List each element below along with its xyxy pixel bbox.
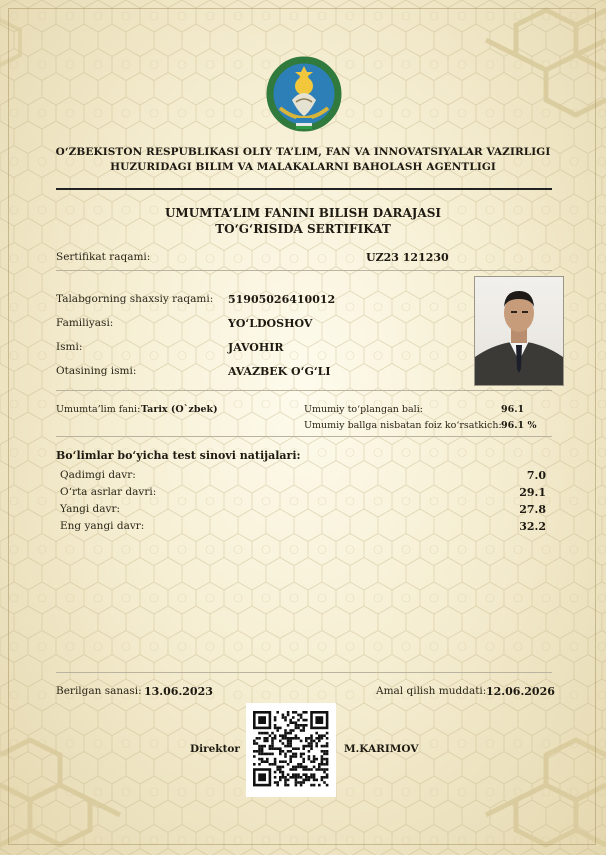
section-row-value: 27.8 xyxy=(519,503,546,516)
valid-until-label: Amal qilish muddati: xyxy=(376,685,487,697)
total-score-label: Umumiy to‘plangan bali: xyxy=(304,404,423,415)
valid-until-value: 12.06.2026 xyxy=(486,685,555,698)
divider xyxy=(56,436,552,437)
divider xyxy=(56,390,552,391)
pin-label: Talabgorning shaxsiy raqami: xyxy=(56,293,214,305)
name-value: JAVOHIR xyxy=(228,341,284,354)
section-row-value: 32.2 xyxy=(519,520,546,533)
section-row-label: Yangi davr: xyxy=(60,503,121,515)
subject-value: Tarix (O`zbek) xyxy=(141,404,218,415)
surname-label: Familiyasi: xyxy=(56,317,114,329)
patronymic-label: Otasining ismi: xyxy=(56,365,137,377)
percent-value: 96.1 % xyxy=(501,420,537,431)
agency-name-line1: O‘ZBEKISTON RESPUBLIKASI OLIY TA’LIM, FAN VA INNOVATSIYALAR VAZIRLIGI xyxy=(55,146,551,158)
divider xyxy=(56,270,552,271)
subject-label: Umumta’lim fani: xyxy=(56,404,141,415)
agency-name-line2: HUZURIDAGI BILIM VA MALAKALARNI BAHOLASH AGENTLIGI xyxy=(110,161,496,173)
section-row-label: O‘rta asrlar davri: xyxy=(60,486,157,498)
footer-divider xyxy=(56,672,552,673)
patronymic-value: AVAZBEK O‘G‘LI xyxy=(228,365,331,378)
total-score-value: 96.1 xyxy=(501,404,525,415)
pin-value: 51905026410012 xyxy=(228,293,336,306)
director-label: Direktor xyxy=(190,743,240,755)
section-row-value: 29.1 xyxy=(519,486,546,499)
issued-date-label: Berilgan sanasi: xyxy=(56,685,142,697)
certificate-number-label: Sertifikat raqami: xyxy=(56,251,151,263)
surname-value: YO‘LDOSHOV xyxy=(228,317,313,330)
sections-heading: Bo‘limlar bo‘yicha test sinovi natijalari: xyxy=(56,449,301,462)
percent-label: Umumiy ballga nisbatan foiz ko‘rsatkich: xyxy=(304,420,502,431)
certificate-title-line2: TO‘G‘RISIDA SERTIFIKAT xyxy=(215,222,391,236)
section-row-label: Qadimgi davr: xyxy=(60,469,136,481)
header-divider xyxy=(56,188,552,190)
certificate-number-value: UZ23 121230 xyxy=(366,251,449,264)
section-row-value: 7.0 xyxy=(526,469,546,482)
section-row-label: Eng yangi davr: xyxy=(60,520,145,532)
certificate-title-line1: UMUMTA’LIM FANINI BILISH DARAJASI xyxy=(164,206,442,220)
director-name: M.KARIMOV xyxy=(344,743,419,755)
name-label: Ismi: xyxy=(56,341,83,353)
issued-date-value: 13.06.2023 xyxy=(144,685,213,698)
state-emblem-icon xyxy=(266,56,342,132)
qr-code[interactable] xyxy=(246,703,336,797)
holder-photo xyxy=(474,276,564,386)
